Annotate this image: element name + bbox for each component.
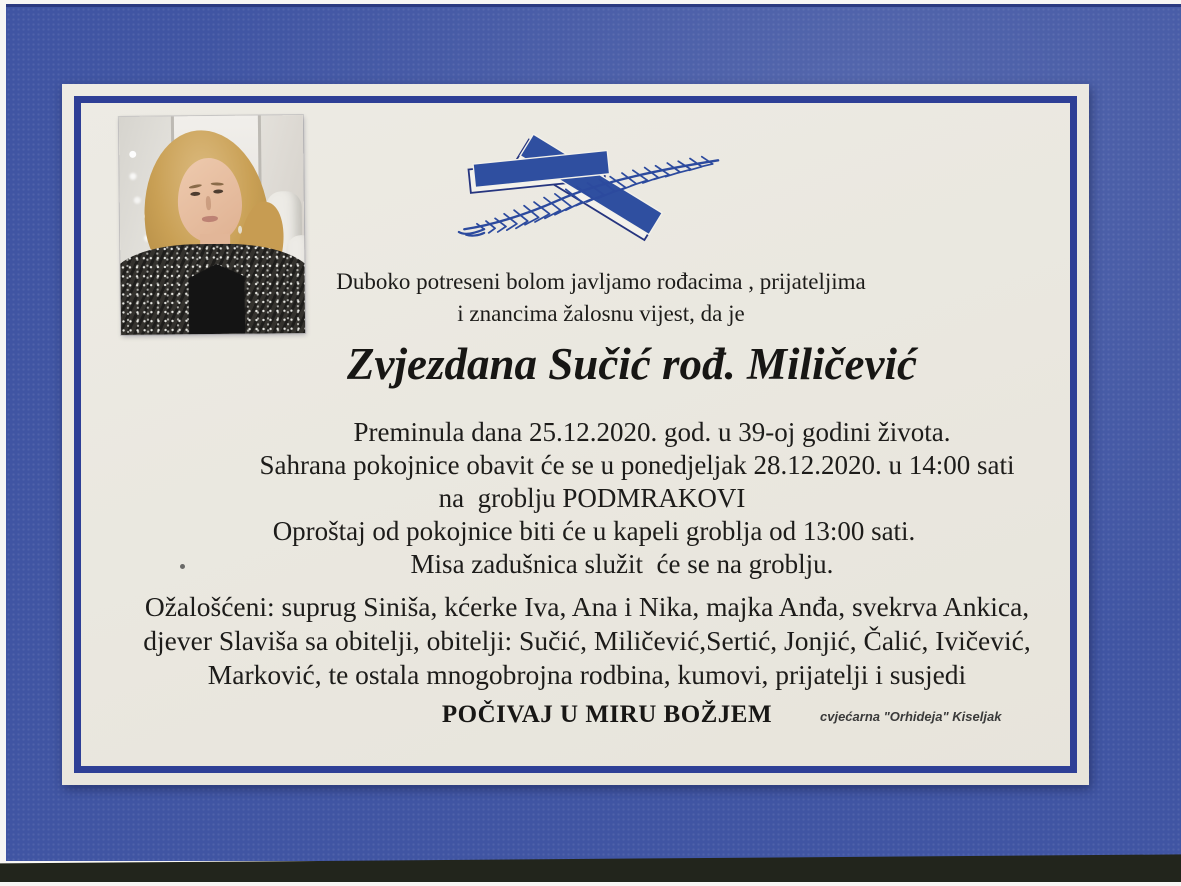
mourners-line-2: djever Slaviša sa obitelji, obitelji: Sučić, Miličević,Sertić, Jonjić, Čalić, Ivičević, [143,625,1031,656]
photo-light-bokeh [129,151,136,158]
portrait-eye [213,189,223,194]
funeral-line: Sahrana pokojnice obavit će se u ponedjeljak 28.12.2020. u 14:00 sati [259,450,1015,480]
mourners-list [143,590,1092,692]
portrait-nose [205,196,211,210]
portrait-black-top [188,264,245,335]
farewell-line: Oproštaj od pokojnice biti će u kapeli groblja od 13:00 sati. [272,516,916,546]
ink-speck-artifact [180,564,185,569]
notice-body [143,416,1092,692]
death-line: Preminula dana 25.12.2020. god. u 39-oj godini života. [353,417,951,447]
intro-line-1: Duboko potreseni bolom javljamo rođacima , prijateljima [336,269,866,294]
obituary-card [62,84,1089,785]
card-footer [152,700,1092,730]
mourners-line-3: Marković, te ostala mnogobrojna rodbina, kumovi, prijatelji i susjedi [207,659,967,690]
portrait-brow [189,184,202,190]
portrait-brow [211,182,224,186]
portrait-earring [238,226,242,234]
deceased-portrait-photo [119,115,305,335]
announcement-intro [281,266,921,330]
cross-with-palm-branch-icon [457,124,729,242]
rest-in-peace-text: POČIVAJ U MIRU BOŽJEM [441,701,773,728]
intro-line-2: i znancima žalosnu vijest, da je [457,301,745,326]
florist-credit: cvjećarna "Orhideja" Kiseljak [820,709,1002,724]
mourners-line-1: Ožalošćeni: suprug Siniša, kćerke Iva, Ana i Nika, majka Anđa, svekrva Ankica, [144,591,1030,622]
deceased-name: Zvjezdana Sučić rođ. Miličević [347,339,917,389]
portrait-lips [202,216,218,223]
mass-line: Misa zadušnica služit će se na groblju. [410,549,834,579]
portrait-eye [190,192,200,197]
cemetery-line: na groblju PODMRAKOVI [438,483,746,513]
